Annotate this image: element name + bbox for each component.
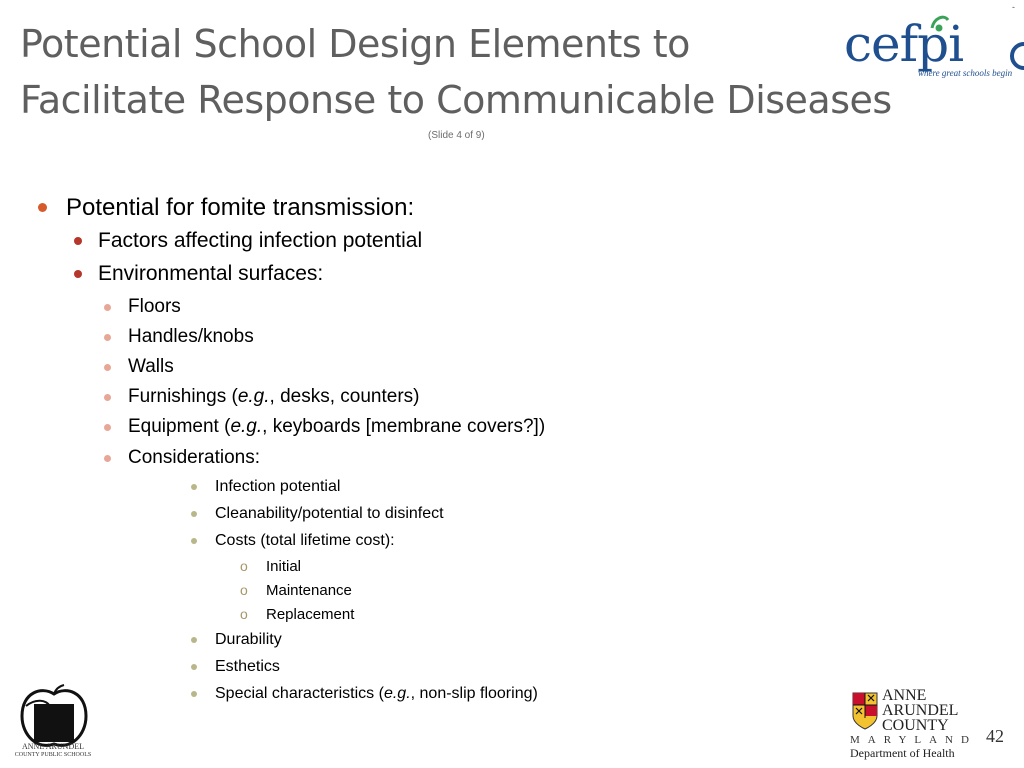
aacps-logo-text: ANNE ARUNDEL COUNTY PUBLIC SCHOOLS [14, 742, 92, 758]
county-state: MARYLAND [850, 734, 977, 746]
bullet-maintenance: o Maintenance [240, 582, 352, 599]
bullet-dot-icon [191, 691, 197, 697]
bullet-special: Special characteristics (e.g., non-slip flooring) [215, 685, 538, 703]
bullet-esthetics: Esthetics [215, 658, 280, 676]
hollow-circle-icon: o [240, 558, 248, 574]
bullet-dot-icon [104, 364, 111, 371]
county-department: Department of Health [850, 746, 955, 760]
bullet-surfaces: Environmental surfaces: [98, 262, 323, 286]
slide-title-line1: Potential School Design Elements to [20, 22, 690, 66]
cefpi-logo [840, 6, 1024, 86]
bullet-replacement: o Replacement [240, 606, 355, 623]
bullet-dot-icon [104, 304, 111, 311]
slide-title-line2: Facilitate Response to Communicable Diseases [20, 78, 892, 122]
bullet-dot-icon [191, 637, 197, 643]
bullet-handles: Handles/knobs [128, 326, 254, 348]
hollow-circle-icon: o [240, 606, 248, 622]
slide-title [20, 16, 920, 128]
cefpi-partial-mark-icon [1008, 40, 1024, 70]
bullet-dot-icon [191, 511, 197, 517]
bullet-dot-icon [104, 334, 111, 341]
bullet-factors: Factors affecting infection potential [98, 229, 422, 253]
slide-counter: (Slide 4 of 9) [428, 130, 485, 141]
bullet-equipment: Equipment (e.g., keyboards [membrane covers?]) [128, 416, 545, 438]
bullet-dot-icon [104, 394, 111, 401]
county-name: ANNE ARUNDEL COUNTY [882, 687, 959, 734]
bullet-costs: Costs (total lifetime cost): [215, 532, 395, 550]
page-number: 42 [986, 726, 1004, 746]
maryland-flag-icon [852, 692, 878, 730]
county-health-logo [848, 686, 977, 764]
hollow-circle-icon: o [240, 582, 248, 598]
bullet-dot-icon [74, 237, 82, 245]
bullet-furnishings: Furnishings (e.g., desks, counters) [128, 386, 419, 408]
bullet-dot-icon [191, 664, 197, 670]
bullet-considerations: Considerations: [128, 447, 260, 469]
bullet-dot-icon [191, 538, 197, 544]
cefpi-wordmark: cefpi [844, 15, 964, 73]
corner-mark: - [1012, 2, 1015, 12]
bullet-fomite: Potential for fomite transmission: [66, 194, 414, 222]
bullet-walls: Walls [128, 356, 174, 378]
bullet-durability: Durability [215, 631, 282, 649]
bullet-initial: o Initial [240, 558, 302, 575]
bullet-dot-icon [38, 203, 47, 212]
bullet-cleanability: Cleanability/potential to disinfect [215, 505, 444, 523]
bullet-floors: Floors [128, 296, 181, 318]
bullet-dot-icon [74, 270, 82, 278]
bullet-infection: Infection potential [215, 478, 340, 496]
cefpi-tagline: where great schools begin [918, 68, 1013, 78]
bullet-dot-icon [191, 484, 197, 490]
bullet-dot-icon [104, 424, 111, 431]
bullet-dot-icon [104, 455, 111, 462]
